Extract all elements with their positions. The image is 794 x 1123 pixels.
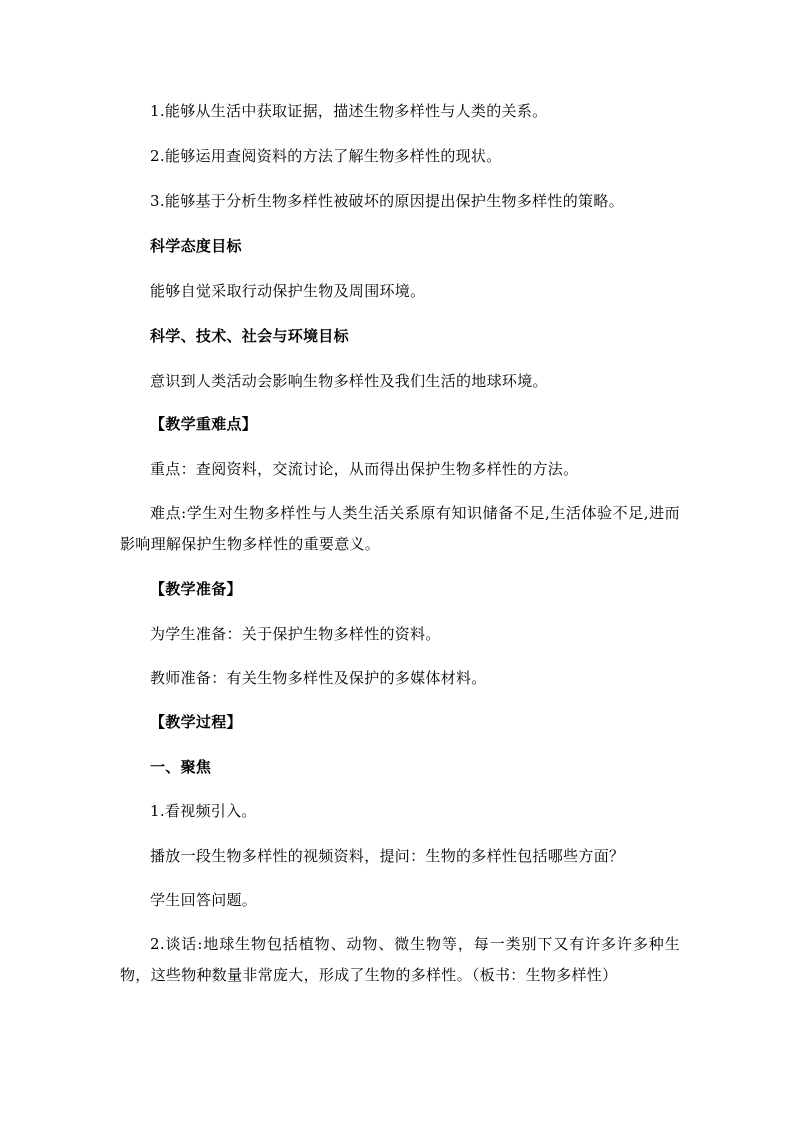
heading-science-attitude: 科学态度目标 (150, 237, 242, 255)
step-video-intro: 1.看视频引入。 (150, 802, 257, 820)
difficult-point: 难点:学生对生物多样性与人类生活关系原有知识储备不足,生活体验不足,进而影响理解保护生物多样性的重要意义。 (120, 504, 680, 553)
heading-process: 【教学过程】 (150, 713, 242, 731)
key-point: 重点：查阅资料，交流讨论，从而得出保护生物多样性的方法。 (150, 460, 579, 478)
heading-preparation: 【教学准备】 (150, 580, 242, 598)
video-question: 播放一段生物多样性的视频资料，提问：生物的多样性包括哪些方面？ (150, 847, 625, 865)
step-talk: 2.谈话:地球生物包括植物、动物、微生物等，每一类别下又有许多许多种生物，这些物种数量非常庞大，形成了生物的多样性。（板书：生物多样性） (120, 935, 680, 984)
objective-3: 3.能够基于分析生物多样性被破坏的原因提出保护生物多样性的策略。 (150, 192, 624, 210)
attitude-objective: 能够自觉采取行动保护生物及周围环境。 (150, 282, 426, 300)
objective-2: 2.能够运用查阅资料的方法了解生物多样性的现状。 (150, 147, 502, 165)
heading-stse: 科学、技术、社会与环境目标 (150, 327, 349, 345)
students-answer: 学生回答问题。 (150, 891, 258, 909)
student-preparation: 为学生准备：关于保护生物多样性的资料。 (150, 625, 441, 643)
heading-focus: 一、聚焦 (150, 758, 212, 776)
objective-1: 1.能够从生活中获取证据，描述生物多样性与人类的关系。 (150, 102, 548, 120)
stse-objective: 意识到人类活动会影响生物多样性及我们生活的地球环境。 (150, 372, 548, 390)
heading-key-difficult-points: 【教学重难点】 (150, 415, 258, 433)
teacher-preparation: 教师准备：有关生物多样性及保护的多媒体材料。 (150, 669, 487, 687)
